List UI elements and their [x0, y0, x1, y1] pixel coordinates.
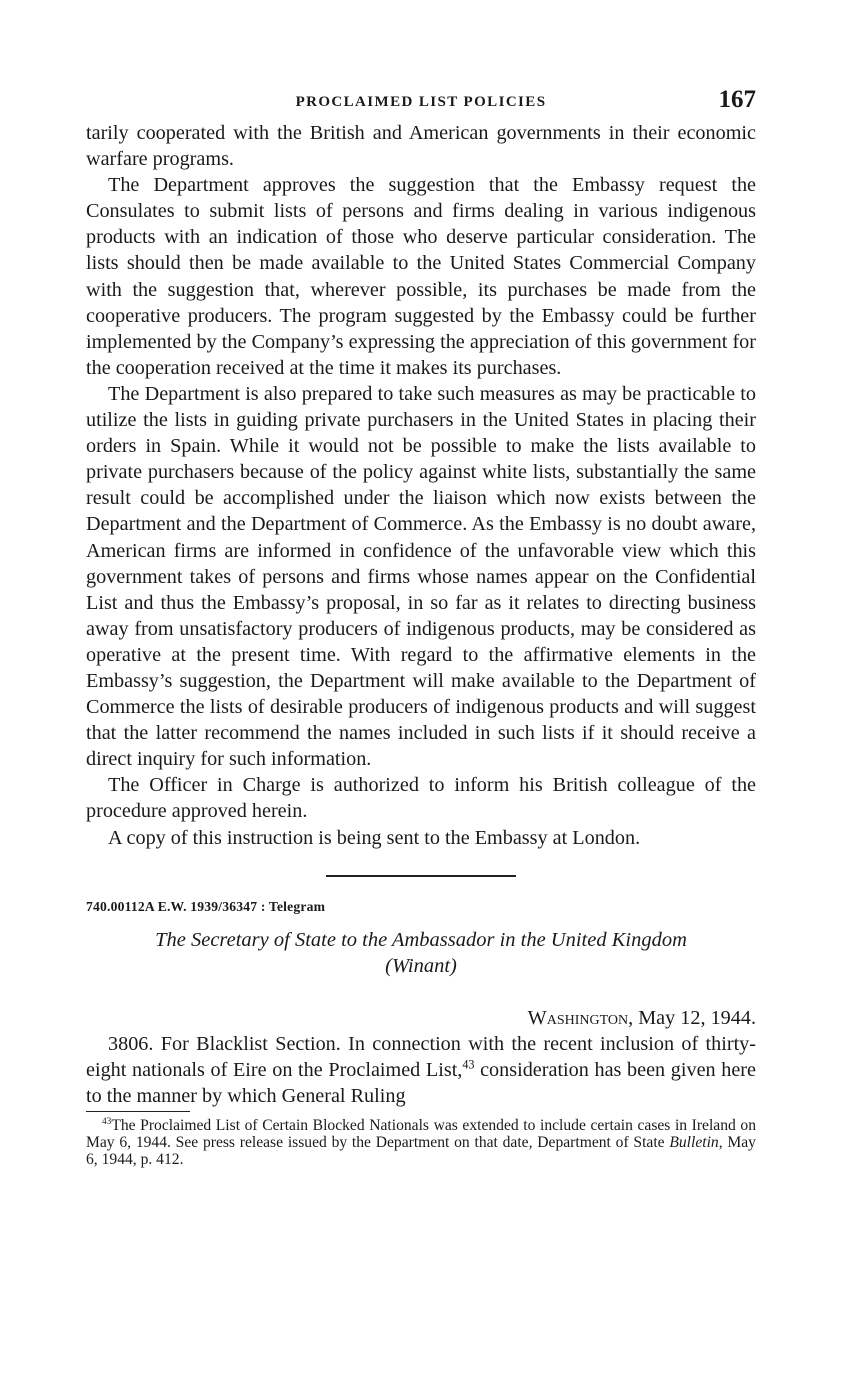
- footnote-marker: 43: [102, 1116, 112, 1127]
- running-title: PROCLAIMED LIST POLICIES: [295, 94, 547, 110]
- dateline-city: Washington: [527, 1006, 629, 1029]
- telegram-text-start: 3806. For Blacklist Section. In connection with the recent inclusion of thirty-eight nationals of Eire on the Proclaimed List,: [86, 1032, 756, 1081]
- footnote-text-start: The Proclaimed List of Certain Blocked Nationals was extended to include certain cases in Ireland on May 6, 1944. See press release issued by the Department on that date, Department of State: [86, 1116, 756, 1151]
- running-header: [86, 86, 756, 120]
- dateline: [86, 1005, 756, 1031]
- document-page: [86, 86, 756, 1168]
- footnote-publication: Bulletin: [669, 1133, 719, 1151]
- paragraph-copy-london: A copy of this instruction is being sent to the Embassy at London.: [108, 826, 641, 849]
- paragraph-private-purchasers: The Department is also prepared to take such measures as may be practicable to utilize the lists in guiding private purchasers in the United States in placing their orders in Spain. While it would not be possible to make the lists available to private purchasers because of the policy against white lists, substantially the same result could be accomplished under the liaison which now exists between the Department and the Department of Commerce. As the Embassy is no doubt aware, American firms are informed in confidence of the unfavorable view which this government takes of persons and firms whose names appear on the Confidential List and thus the Embassy’s proposal, in so far as it relates to directing business away from unsatisfactory producers of indigenous products, may be considered as operative at the present time. With regard to the affirmative elements in the Embassy’s suggestion, the Department will make available to the Department of Commerce the lists of desirable producers of indigenous products and will suggest that the latter recommend the names included in such lists if it should receive a direct inquiry for such information.: [86, 382, 756, 771]
- heading-line-1: The Secretary of State to the Ambassador in the United Kingdom: [155, 928, 687, 951]
- telegram-body: [86, 1031, 756, 1109]
- section-divider: [326, 875, 516, 877]
- footnote: [86, 1118, 756, 1168]
- paragraph-continuation: tarily cooperated with the British and American governments in their economic warfare programs.: [86, 122, 756, 171]
- document-reference: 740.00112A E.W. 1939/36347 : Telegram: [86, 898, 326, 914]
- paragraph-approves-suggestion: The Department approves the suggestion that the Embassy request the Consulates to submit lists of persons and firms dealing in various indigenous products with an indication of those who deserve particular consideration. The lists should then be made available to the United States Commercial Company with the suggestion that, wherever possible, its purchases be made from the cooperative producers. The program suggested by the Embassy could be further implemented by the Company’s expressing the appreciation of this government for the cooperation received at the time it makes its purchases.: [86, 174, 756, 379]
- telegram-text-end: consideration has been given here to the manner by which General Ruling: [86, 1058, 756, 1107]
- heading-line-2: (Winant): [385, 954, 457, 977]
- dateline-date: , May 12, 1944.: [628, 1006, 756, 1029]
- instruction-body: [86, 120, 756, 851]
- footnote-divider: [86, 1111, 190, 1112]
- footnote-text-end: , May 6, 1944, p. 412.: [86, 1133, 756, 1168]
- paragraph-officer-in-charge: The Officer in Charge is authorized to inform his British colleague of the procedure approved herein.: [86, 774, 756, 823]
- document-heading: [86, 927, 756, 979]
- page-number: 167: [718, 86, 756, 113]
- footnote-reference: 43: [462, 1056, 475, 1071]
